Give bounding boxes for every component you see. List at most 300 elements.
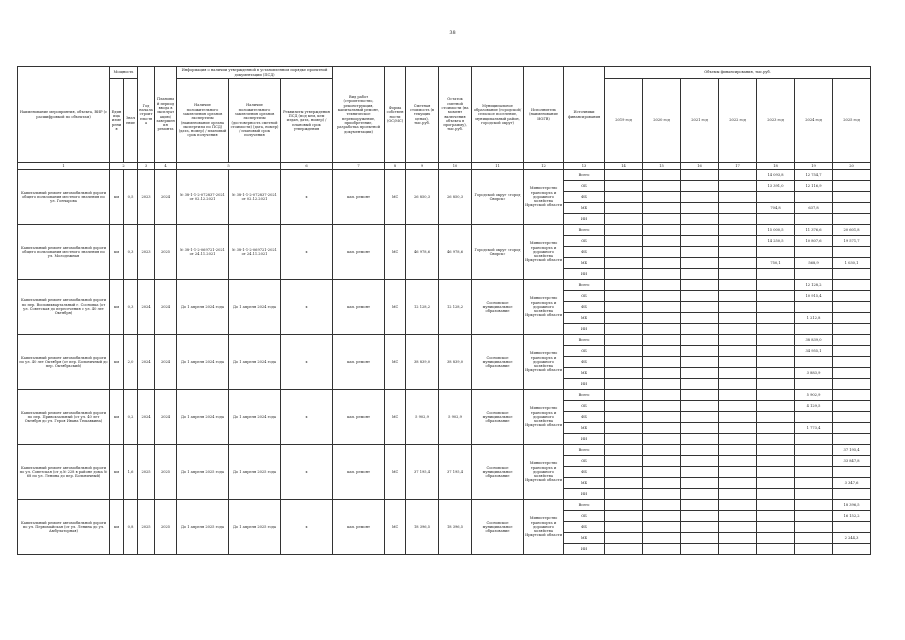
funding-amount [605, 181, 643, 192]
funding-amount [681, 203, 719, 214]
program-table [17, 66, 871, 555]
funding-amount: 1 212,8 [795, 313, 833, 324]
funding-amount [681, 302, 719, 313]
start-year: 2025 [138, 445, 155, 500]
funding-amount [681, 280, 719, 291]
funding-amount [681, 511, 719, 522]
funding-amount [605, 247, 643, 258]
col-approval-header: Реквизиты утверждения ПСД (под кем, кем издан, дата, номер) / плановый срок утверждения [281, 79, 333, 163]
funding-amount [833, 390, 871, 401]
funding-amount [719, 533, 757, 544]
funding-amount [757, 522, 795, 533]
funding-amount [719, 390, 757, 401]
funding-amount [719, 467, 757, 478]
executor: Министерство транспорта и дорожного хозяйства Иркутской области [524, 445, 564, 500]
funding-amount [719, 478, 757, 489]
funding-source: ИИ [564, 544, 605, 555]
funding-amount: 33 847,8 [833, 456, 871, 467]
funding-source: ОБ [564, 181, 605, 192]
funding-amount [605, 511, 643, 522]
funding-amount [605, 302, 643, 313]
funding-amount [833, 467, 871, 478]
funding-source: Всего [564, 225, 605, 236]
funding-source: ИИ [564, 379, 605, 390]
col-docs-header: Информация о наличии утвержденной в установленном порядке проектной документации (ПСД) [177, 67, 333, 79]
funding-amount [757, 368, 795, 379]
funding-amount [681, 379, 719, 390]
funding-amount [643, 324, 681, 335]
col-source-header: Источники финансирования [564, 67, 605, 163]
funding-source: МБ [564, 533, 605, 544]
col-capacity-header: Мощность [110, 67, 138, 79]
funding-source: ФБ [564, 467, 605, 478]
work-type: кап. ремонт [333, 445, 385, 500]
estimate-conclusion: До 1 апреля 2025 года [229, 445, 281, 500]
col-year-header: 2022 год [719, 79, 757, 163]
funding-amount [833, 434, 871, 445]
funding-amount [795, 478, 833, 489]
object-name: Капитальный ремонт автомобильной дороги по пер. Привокзальный (от ул. 40 лет Октября до ул. Героя Ивана Тюкавкина) [18, 390, 110, 445]
funding-amount [719, 522, 757, 533]
funding-amount [643, 379, 681, 390]
funding-amount [795, 445, 833, 456]
funding-amount [643, 302, 681, 313]
municipality: Сосновское муниципальное образование [472, 445, 524, 500]
column-number-row [18, 163, 871, 170]
funding-amount [681, 544, 719, 555]
funding-amount [757, 467, 795, 478]
funding-amount [833, 522, 871, 533]
expert-conclusion: До 1 апреля 2024 года [177, 335, 229, 390]
funding-amount [681, 269, 719, 280]
funding-amount [605, 467, 643, 478]
funding-amount [757, 302, 795, 313]
column-number: 10 [439, 163, 472, 170]
funding-amount [605, 192, 643, 203]
funding-amount [719, 247, 757, 258]
psd-approval: х [281, 445, 333, 500]
executor: Министерство транспорта и дорожного хозяйства Иркутской области [524, 390, 564, 445]
funding-source: Всего [564, 390, 605, 401]
funding-amount [719, 379, 757, 390]
funding-amount [681, 368, 719, 379]
start-year: 2024 [138, 335, 155, 390]
funding-amount [681, 401, 719, 412]
column-number: 5 [177, 163, 281, 170]
funding-amount [757, 478, 795, 489]
executor: Министерство транспорта и дорожного хозяйства Иркутской области [524, 280, 564, 335]
funding-amount [605, 214, 643, 225]
column-number: 18 [757, 163, 795, 170]
estimate-conclusion: № 38-1-1-2-069721-2021 от 24.11.2021 [229, 225, 281, 280]
funding-amount [643, 511, 681, 522]
funding-amount [605, 357, 643, 368]
table-row [18, 390, 871, 401]
funding-amount [643, 412, 681, 423]
col-remaining-header: Остаток сметной стоимости (на момент включения объекта в программу), тыс.руб. [439, 67, 472, 163]
funding-amount [643, 445, 681, 456]
funding-amount [643, 533, 681, 544]
estimate-conclusion: № 38-1-1-2-072837-2021 от 02.12.2021 [229, 170, 281, 225]
column-number: 12 [524, 163, 564, 170]
funding-amount [757, 456, 795, 467]
executor: Министерство транспорта и дорожного хозяйства Иркутской области [524, 500, 564, 555]
funding-source: Всего [564, 500, 605, 511]
capacity-unit: км [110, 335, 124, 390]
municipality: Сосновское муниципальное образование [472, 280, 524, 335]
object-name: Капитальный ремонт автомобильной дороги по ул. Советская (от д.№ 228 в районе дома № 68 по ул. Ленина до пер. Больничный) [18, 445, 110, 500]
start-year: 2024 [138, 280, 155, 335]
commission-year: 2025 [155, 500, 177, 555]
funding-amount [643, 181, 681, 192]
estimated-cost: 5 902,9 [406, 390, 439, 445]
funding-amount: 12 754,7 [795, 170, 833, 181]
funding-amount [719, 511, 757, 522]
funding-amount [605, 280, 643, 291]
funding-amount [643, 236, 681, 247]
column-number: 4 [155, 163, 177, 170]
col-estimate-header: Наличие положительного заключения органов экспертизы (достоверность сметной стоимости) (дата, номер) / плановый срок получения [229, 79, 281, 163]
funding-amount [681, 423, 719, 434]
funding-source: ФБ [564, 357, 605, 368]
funding-source: МБ [564, 313, 605, 324]
funding-amount [719, 302, 757, 313]
psd-approval: х [281, 335, 333, 390]
funding-amount [605, 456, 643, 467]
funding-amount [643, 500, 681, 511]
work-type: кап. ремонт [333, 170, 385, 225]
funding-amount [681, 500, 719, 511]
column-number: 3 [138, 163, 155, 170]
capacity-unit: км [110, 170, 124, 225]
funding-amount [643, 291, 681, 302]
funding-source: ОБ [564, 346, 605, 357]
funding-amount: 1 030,1 [833, 258, 871, 269]
funding-amount [795, 269, 833, 280]
funding-amount [643, 544, 681, 555]
funding-amount [643, 170, 681, 181]
funding-amount [681, 324, 719, 335]
funding-amount [643, 357, 681, 368]
funding-amount [795, 412, 833, 423]
funding-amount [833, 181, 871, 192]
estimated-cost: 38 839,0 [406, 335, 439, 390]
funding-amount [681, 489, 719, 500]
col-year-header: 2019 год [605, 79, 643, 163]
col-value-header: Значение [124, 79, 138, 163]
funding-amount [795, 522, 833, 533]
funding-amount [833, 192, 871, 203]
funding-amount [681, 170, 719, 181]
funding-amount [605, 324, 643, 335]
funding-source: ФБ [564, 247, 605, 258]
estimated-cost: 18 396,5 [406, 500, 439, 555]
funding-amount: 4 129,5 [795, 401, 833, 412]
column-number: 17 [719, 163, 757, 170]
funding-amount [605, 269, 643, 280]
funding-amount [833, 412, 871, 423]
funding-amount [719, 192, 757, 203]
funding-amount [643, 456, 681, 467]
funding-amount [757, 214, 795, 225]
funding-amount [719, 269, 757, 280]
col-year-header: 2024 год [795, 79, 833, 163]
funding-amount [719, 214, 757, 225]
funding-source: Всего [564, 170, 605, 181]
expert-conclusion: До 1 апреля 2024 года [177, 280, 229, 335]
funding-amount [643, 280, 681, 291]
funding-amount [757, 280, 795, 291]
funding-amount [681, 313, 719, 324]
funding-amount [643, 192, 681, 203]
funding-amount [605, 401, 643, 412]
funding-amount [719, 445, 757, 456]
funding-amount [757, 423, 795, 434]
column-number: 1 [18, 163, 110, 170]
funding-source: Всего [564, 280, 605, 291]
funding-amount [719, 335, 757, 346]
funding-amount [643, 401, 681, 412]
ownership: МС [385, 170, 406, 225]
start-year: 2023 [138, 225, 155, 280]
funding-amount [795, 456, 833, 467]
start-year: 2023 [138, 170, 155, 225]
funding-amount [605, 434, 643, 445]
psd-approval: х [281, 500, 333, 555]
col-year-header: 2021 год [681, 79, 719, 163]
funding-amount [757, 544, 795, 555]
start-year: 2025 [138, 500, 155, 555]
funding-amount: 34 955,1 [795, 346, 833, 357]
table-header [18, 67, 871, 163]
capacity-unit: км [110, 500, 124, 555]
table-row [18, 500, 871, 511]
funding-amount [719, 368, 757, 379]
funding-amount [757, 313, 795, 324]
funding-amount [681, 390, 719, 401]
funding-source: ОБ [564, 511, 605, 522]
funding-source: МБ [564, 258, 605, 269]
funding-amount: 2 244,3 [833, 533, 871, 544]
funding-amount [719, 291, 757, 302]
ownership: МС [385, 335, 406, 390]
funding-amount [757, 379, 795, 390]
work-type: кап. ремонт [333, 335, 385, 390]
funding-source: ФБ [564, 302, 605, 313]
funding-amount: 5 902,9 [795, 390, 833, 401]
funding-amount [833, 214, 871, 225]
funding-amount [795, 467, 833, 478]
funding-amount [833, 247, 871, 258]
funding-amount: 14 093,8 [757, 170, 795, 181]
funding-source: ОБ [564, 291, 605, 302]
funding-source: Всего [564, 445, 605, 456]
funding-amount: 38 839,0 [795, 335, 833, 346]
estimate-conclusion: До 1 апреля 2025 года [229, 500, 281, 555]
funding-amount [605, 346, 643, 357]
col-worktype-header: Вид работ (строительство, реконструкция, капитальный ремонт, техническое перевооружение, приобретение, разработка проектной документации) [333, 67, 385, 163]
funding-amount [757, 291, 795, 302]
funding-amount [719, 489, 757, 500]
ownership: МС [385, 500, 406, 555]
funding-amount [795, 500, 833, 511]
column-number: 19 [795, 163, 833, 170]
column-number: 7 [333, 163, 385, 170]
funding-amount [681, 478, 719, 489]
funding-amount [795, 302, 833, 313]
funding-amount: 1 773,4 [795, 423, 833, 434]
column-number: 6 [281, 163, 333, 170]
object-name: Капитальный ремонт автомобильной дороги общего пользования местного значения по ул. Молодежная [18, 225, 110, 280]
table-row [18, 170, 871, 181]
table-row [18, 280, 871, 291]
funding-source: МБ [564, 368, 605, 379]
expert-conclusion: № 38-1-1-2-072837-2021 от 02.12.2021 [177, 170, 229, 225]
commission-year: 2024 [155, 280, 177, 335]
funding-amount [605, 236, 643, 247]
funding-amount: 12 116,9 [795, 181, 833, 192]
funding-amount [795, 247, 833, 258]
funding-amount: 637,8 [795, 203, 833, 214]
funding-amount [833, 269, 871, 280]
funding-amount [719, 346, 757, 357]
expert-conclusion: До 1 апреля 2025 года [177, 500, 229, 555]
expert-conclusion: № 38-1-1-2-069721-2021 от 24.11.2021 [177, 225, 229, 280]
funding-amount [681, 258, 719, 269]
funding-amount: 12 128,2 [795, 280, 833, 291]
funding-source: Всего [564, 335, 605, 346]
col-municipality-header: Муниципальное образование (городской/сельское поселение, муниципальный район, городской округ) [472, 67, 524, 163]
funding-amount [643, 247, 681, 258]
commission-year: 2025 [155, 225, 177, 280]
column-number: 16 [681, 163, 719, 170]
executor: Министерство транспорта и дорожного хозяйства Иркутской области [524, 225, 564, 280]
funding-amount [681, 214, 719, 225]
funding-amount [833, 544, 871, 555]
capacity-value: 0,2 [124, 390, 138, 445]
funding-amount [719, 170, 757, 181]
funding-amount [719, 544, 757, 555]
funding-amount [681, 522, 719, 533]
funding-amount [643, 478, 681, 489]
funding-source: ФБ [564, 192, 605, 203]
funding-amount [757, 269, 795, 280]
funding-amount [681, 181, 719, 192]
funding-amount [681, 291, 719, 302]
funding-amount [757, 192, 795, 203]
col-start-header: Год начала строительства [138, 67, 155, 163]
funding-amount [757, 412, 795, 423]
funding-amount [757, 247, 795, 258]
work-type: кап. ремонт [333, 280, 385, 335]
funding-amount [795, 324, 833, 335]
remaining-cost: 18 396,5 [439, 500, 472, 555]
funding-amount [833, 302, 871, 313]
col-year-header: 2025 год [833, 79, 871, 163]
capacity-value: 1,6 [124, 445, 138, 500]
remaining-cost: 26 850,3 [439, 170, 472, 225]
estimated-cost: 12 128,2 [406, 280, 439, 335]
funding-amount [719, 225, 757, 236]
funding-amount [605, 335, 643, 346]
funding-amount: 568,9 [795, 258, 833, 269]
funding-amount [795, 357, 833, 368]
col-year-header: 2023 год [757, 79, 795, 163]
psd-approval: х [281, 280, 333, 335]
capacity-value: 2,0 [124, 335, 138, 390]
executor: Министерство транспорта и дорожного хозяйства Иркутской области [524, 170, 564, 225]
col-financing-header: Объемы финансирования, тыс.руб. [605, 67, 871, 79]
ownership: МС [385, 225, 406, 280]
object-name: Капитальный ремонт автомобильной дороги по ул. Первомайская (от ул. Ленина до ул. Амбулаторная) [18, 500, 110, 555]
funding-amount [681, 533, 719, 544]
funding-amount [833, 401, 871, 412]
funding-amount [605, 170, 643, 181]
executor: Министерство транспорта и дорожного хозяйства Иркутской области [524, 335, 564, 390]
funding-amount [643, 434, 681, 445]
funding-amount: 3 883,9 [795, 368, 833, 379]
funding-amount [757, 511, 795, 522]
funding-amount [643, 225, 681, 236]
funding-amount [795, 214, 833, 225]
table-row [18, 335, 871, 346]
work-type: кап. ремонт [333, 225, 385, 280]
capacity-value: 0,5 [124, 170, 138, 225]
funding-amount [719, 500, 757, 511]
funding-amount [757, 500, 795, 511]
funding-amount [719, 258, 757, 269]
funding-amount: 10 807,6 [795, 236, 833, 247]
funding-amount [833, 324, 871, 335]
col-commission-header: Плановый период ввода в эксплуатацию/завершения ремонта [155, 67, 177, 163]
funding-source: ИИ [564, 269, 605, 280]
funding-amount [681, 412, 719, 423]
funding-amount [719, 423, 757, 434]
column-number: 2 [110, 163, 138, 170]
funding-amount [795, 434, 833, 445]
funding-amount [643, 346, 681, 357]
funding-amount [643, 489, 681, 500]
column-number: 9 [406, 163, 439, 170]
municipality: Сосновское муниципальное образование [472, 335, 524, 390]
funding-amount [833, 423, 871, 434]
funding-amount [643, 423, 681, 434]
capacity-unit: км [110, 225, 124, 280]
funding-amount [605, 291, 643, 302]
funding-amount: 11 376,6 [795, 225, 833, 236]
funding-amount [757, 401, 795, 412]
funding-amount [643, 467, 681, 478]
funding-amount [605, 522, 643, 533]
table-body [18, 163, 871, 555]
commission-year: 2024 [155, 335, 177, 390]
commission-year: 2024 [155, 390, 177, 445]
funding-source: ИИ [564, 434, 605, 445]
funding-source: ИИ [564, 489, 605, 500]
funding-amount [833, 170, 871, 181]
funding-amount [833, 203, 871, 214]
estimated-cost: 46 978,6 [406, 225, 439, 280]
remaining-cost: 37 195,4 [439, 445, 472, 500]
funding-amount [833, 489, 871, 500]
col-conclusion-header: Наличие положительного заключения органов экспертизы (наименование органа экспертизы по ПСД) (дата, номер) / плановый срок получения [177, 79, 229, 163]
funding-amount: 10 915,4 [795, 291, 833, 302]
funding-amount [719, 203, 757, 214]
municipality: Сосновское муниципальное образование [472, 390, 524, 445]
capacity-unit: км [110, 445, 124, 500]
psd-approval: х [281, 225, 333, 280]
funding-amount [757, 533, 795, 544]
